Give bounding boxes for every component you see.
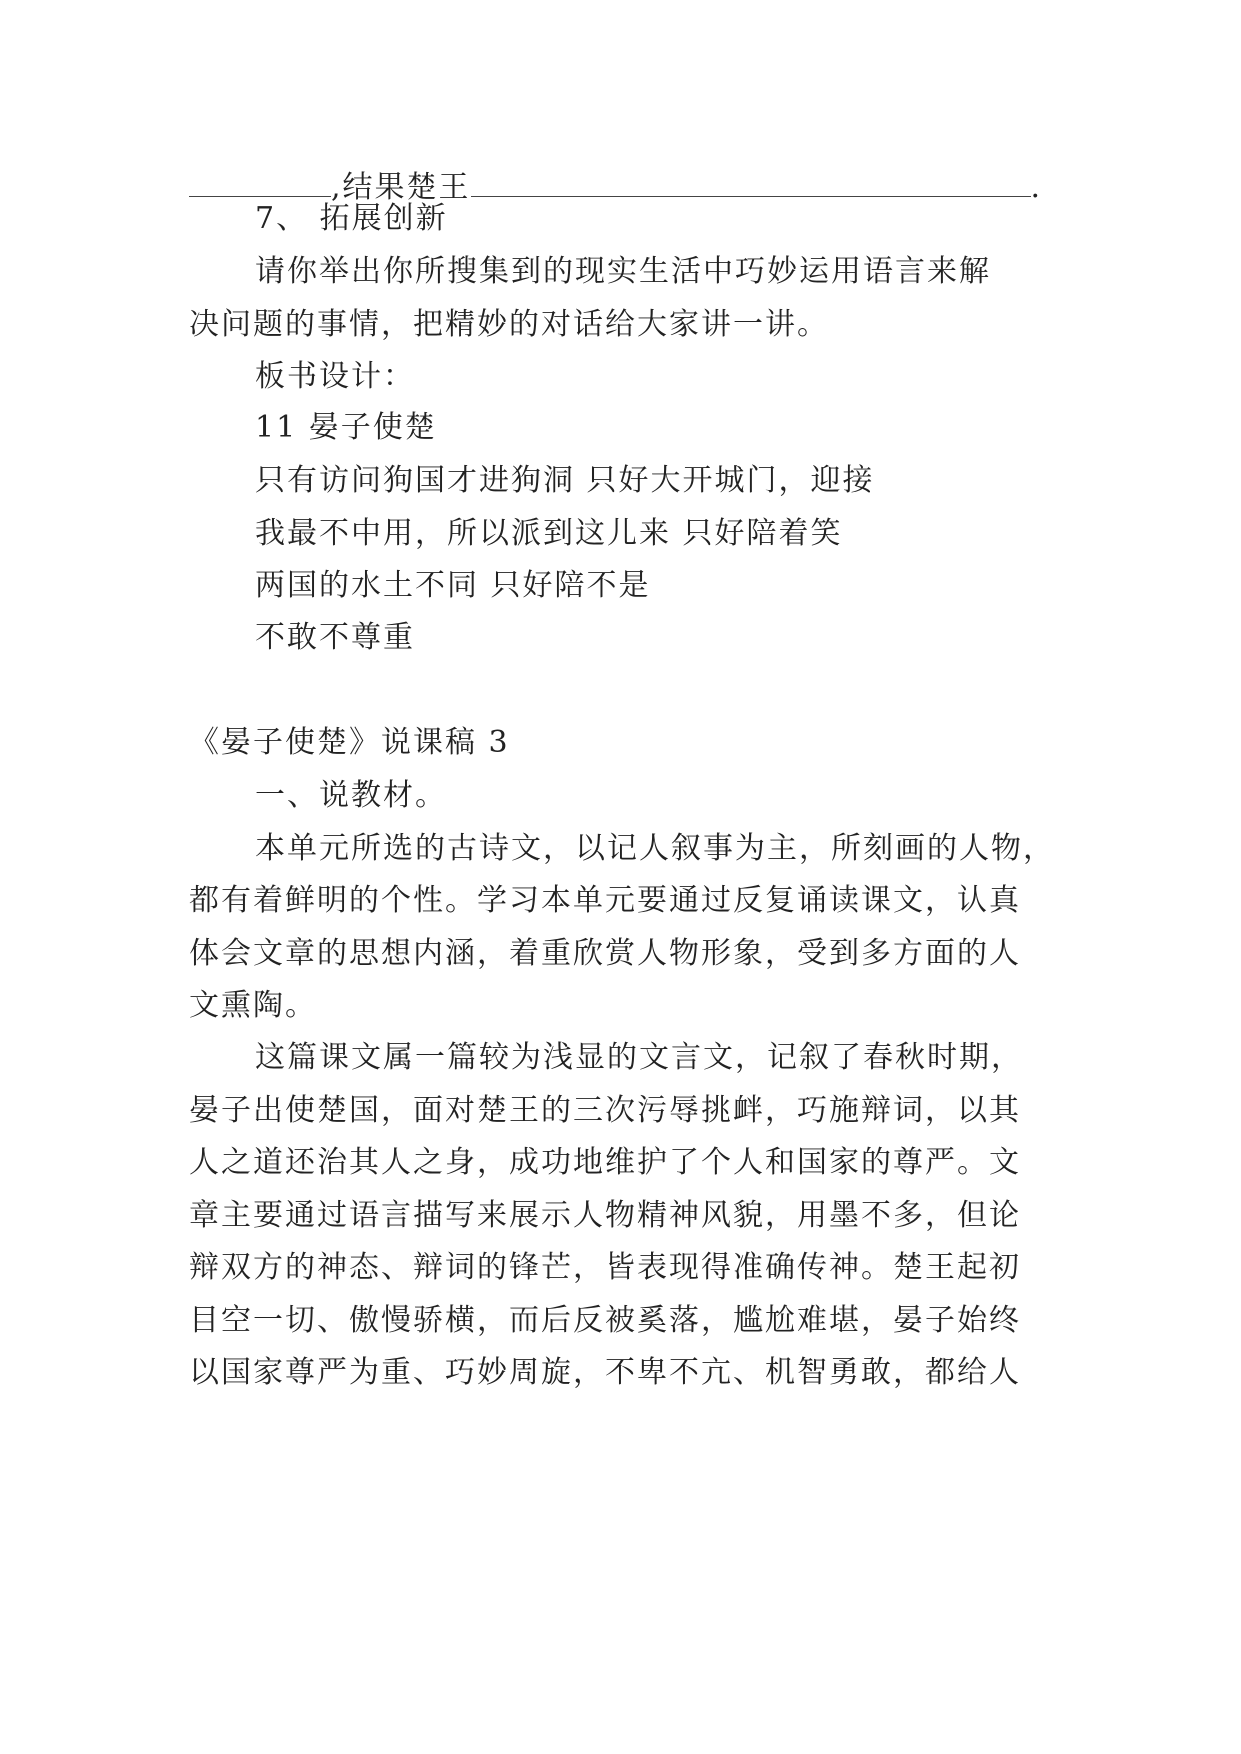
answer-blank[interactable] <box>471 170 1031 197</box>
section-heading: 一、说教材。 <box>255 778 447 813</box>
document-title: 《晏子使楚》说课稿 3 <box>189 725 510 760</box>
paragraph-line: 辩双方的神态、辩词的锋芒，皆表现得准确传神。楚王起初 <box>189 1250 1021 1285</box>
board-row: 我最不中用，所以派到这儿来 只好陪着笑 <box>255 516 843 551</box>
paragraph-line: 晏子出使楚国，面对楚王的三次污辱挑衅，巧施辩词，以其 <box>189 1093 1021 1128</box>
paragraph-line: 体会文章的思想内涵，着重欣赏人物形象，受到多方面的人 <box>189 936 1021 971</box>
board-row: 不敢不尊重 <box>255 620 415 655</box>
board-row: 只有访问狗国才进狗洞 只好大开城门，迎接 <box>255 463 875 498</box>
comma: , <box>331 170 343 205</box>
paragraph-line: 都有着鲜明的个性。学习本单元要通过反复诵读课文，认真 <box>189 883 1021 918</box>
paragraph-line: 章主要通过语言描写来展示人物精神风貌，用墨不多，但论 <box>189 1198 1021 1233</box>
paragraph-line: 以国家尊严为重、巧妙周旋，不卑不亢、机智勇敢，都给人 <box>189 1355 1021 1390</box>
board-title: 11 晏子使楚 <box>255 410 437 445</box>
paragraph-line: 文熏陶。 <box>189 988 317 1023</box>
paragraph-line: 本单元所选的古诗文，以记人叙事为主，所刻画的人物， <box>255 831 1055 866</box>
paragraph-line: 请你举出你所搜集到的现实生活中巧妙运用语言来解 <box>255 254 991 289</box>
paragraph-line: 人之道还治其人之身，成功地维护了个人和国家的尊严。文 <box>189 1145 1021 1180</box>
paragraph-line: 这篇课文属一篇较为浅显的文言文，记叙了春秋时期， <box>255 1040 1023 1075</box>
section-heading: 7、 拓展创新 <box>255 201 448 236</box>
blank-prompt-text: 结果楚王 <box>342 170 471 205</box>
paragraph-line: 决问题的事情，把精妙的对话给大家讲一讲。 <box>189 307 829 342</box>
answer-blank[interactable] <box>189 170 331 197</box>
board-row: 两国的水土不同 只好陪不是 <box>255 568 651 603</box>
end-mark: . <box>1030 170 1041 205</box>
paragraph-line: 目空一切、傲慢骄横，而后反被奚落，尴尬难堪，晏子始终 <box>189 1303 1021 1338</box>
board-design-label: 板书设计： <box>255 359 415 394</box>
